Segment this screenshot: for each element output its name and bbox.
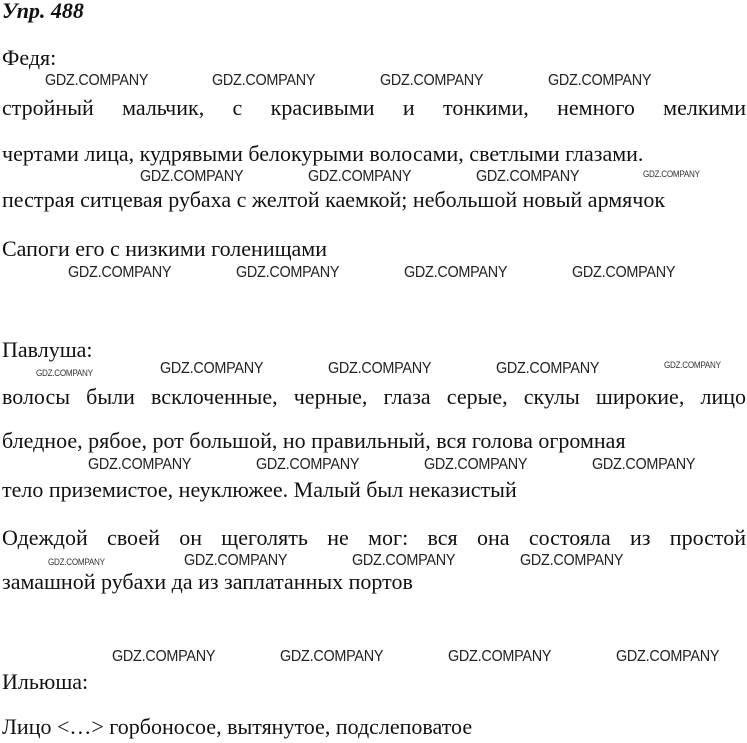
text-line: замашной рубахи да из заплатанных портов [2,569,413,594]
watermark: GDZ.COMPANY [280,648,384,665]
watermark: GDZ.COMPANY [496,360,600,377]
watermark: GDZ.COMPANY [45,72,149,89]
watermark: GDZ.COMPANY [664,360,721,370]
watermark: GDZ.COMPANY [36,368,93,378]
watermark: GDZ.COMPANY [404,264,508,281]
text-line: волосы были всклоченные, черные, глаза серые, скулы широкие, лицо [2,384,746,409]
watermark: GDZ.COMPANY [352,552,456,569]
watermark: GDZ.COMPANY [616,648,720,665]
text-line: чертами лица, кудрявыми белокурыми волосами, светлыми глазами. [2,141,644,166]
section-heading-pavlusha: Павлуша: [2,337,93,362]
watermark: GDZ.COMPANY [48,557,105,567]
watermark: GDZ.COMPANY [572,264,676,281]
text-line: Лицо <…> горбоносое, вытянутое, подслеповатое [2,714,473,739]
watermark: GDZ.COMPANY [88,456,192,473]
watermark: GDZ.COMPANY [256,456,360,473]
text-line: Сапоги его с низкими голенищами [2,236,327,261]
watermark: GDZ.COMPANY [548,72,652,89]
section-heading-ilyusha: Ильюша: [2,669,89,694]
watermark: GDZ.COMPANY [184,552,288,569]
watermark: GDZ.COMPANY [476,168,580,185]
watermark: GDZ.COMPANY [643,169,700,179]
watermark: GDZ.COMPANY [68,264,172,281]
watermark: GDZ.COMPANY [236,264,340,281]
watermark: GDZ.COMPANY [112,648,216,665]
exercise-title: Упр. 488 [2,0,84,23]
watermark: GDZ.COMPANY [424,456,528,473]
text-line: Одеждой своей он щеголять не мог: вся она состояла из простой [2,525,746,550]
watermark: GDZ.COMPANY [212,72,316,89]
watermark: GDZ.COMPANY [160,360,264,377]
text-line: тело приземистое, неуклюжее. Малый был неказистый [2,477,517,502]
watermark: GDZ.COMPANY [380,72,484,89]
text-line: бледное, рябое, рот большой, но правильный, вся голова огромная [2,428,626,453]
text-line: стройный мальчик, с красивыми и тонкими, немного мелкими [2,95,746,120]
watermark: GDZ.COMPANY [328,360,432,377]
text-line: пестрая ситцевая рубаха с желтой каемкой; небольшой новый армячок [2,187,666,212]
watermark: GDZ.COMPANY [308,168,412,185]
watermark: GDZ.COMPANY [448,648,552,665]
watermark: GDZ.COMPANY [520,552,624,569]
watermark: GDZ.COMPANY [140,168,244,185]
watermark: GDZ.COMPANY [592,456,696,473]
section-heading-fedya: Федя: [2,45,57,70]
